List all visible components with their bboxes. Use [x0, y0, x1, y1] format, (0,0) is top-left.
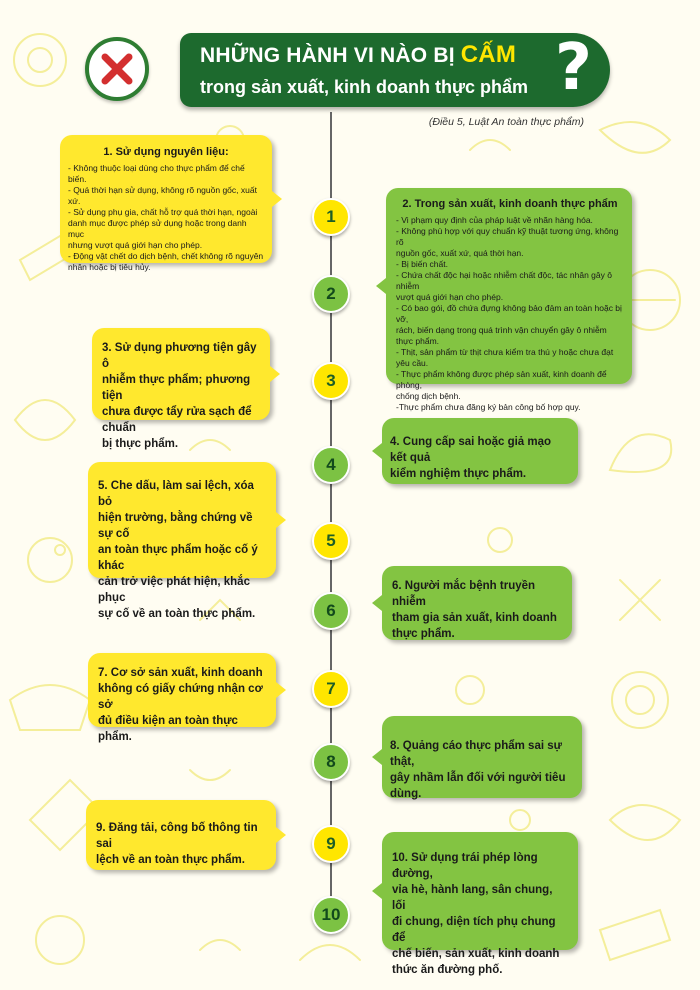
item-card-1: [60, 135, 272, 272]
step-number-9: 9: [312, 825, 350, 863]
step-number-3: 3: [312, 362, 350, 400]
item-card-7: [88, 653, 276, 743]
item-text: gây nhầm lẫn đối với người tiêu dùng.: [390, 772, 566, 800]
item-text: cản trở việc phát hiện, khắc phục: [98, 576, 250, 604]
item-line: nhưng vượt quá giới hạn cho phép.: [68, 240, 203, 250]
item-line: nhân hoặc bị tiêu hủy.: [68, 262, 151, 272]
item-line: - Có bao gói, đồ chứa đựng không bảo đảm an toàn hoặc bị vỡ,: [396, 303, 622, 324]
item-card-4: [382, 418, 578, 484]
page-subtitle: trong sản xuất, kinh doanh thực phẩm: [200, 77, 529, 97]
item-card-8: [382, 716, 582, 798]
item-card-6: [382, 566, 572, 640]
step-number-4: 4: [312, 446, 350, 484]
item-text: kiểm nghiệm thực phẩm.: [390, 468, 527, 480]
item-text: tham gia sản xuất, kinh doanh: [392, 612, 557, 624]
step-number-2: 2: [312, 275, 350, 313]
item-line: - Vi phạm quy định của pháp luật về nhãn hàng hóa.: [396, 215, 593, 225]
item-line: nguồn gốc, xuất xứ, quá thời hạn.: [396, 248, 524, 258]
item-line: -Thực phẩm chưa đăng ký bản công bố hợp quy.: [396, 402, 581, 412]
item-text: vỉa hè, hành lang, sân chung, lối: [392, 884, 553, 912]
item-text: an toàn thực phẩm hoặc cố ý khác: [98, 544, 258, 572]
step-number-7: 7: [312, 670, 350, 708]
item-text: thức ăn đường phố.: [392, 964, 503, 976]
title-highlight: CẤM: [460, 41, 517, 68]
item-line: - Động vật chết do dịch bệnh, chết không rõ nguyên: [68, 251, 264, 261]
item-line: vượt quá giới hạn cho phép.: [396, 292, 504, 302]
item-text: không có giấy chứng nhận cơ sở: [98, 683, 263, 711]
step-number-8: 8: [312, 743, 350, 781]
item-line: danh mục được phép sử dụng hoặc trong danh mục: [68, 218, 247, 239]
item-title: 1. Sử dụng nguyên liệu:: [103, 146, 229, 158]
item-title: 2. Trong sản xuất, kinh doanh thực phẩm: [402, 198, 618, 210]
item-line: - Sử dụng phụ gia, chất hỗ trợ quá thời hạn, ngoài: [68, 207, 258, 217]
item-line: - Thịt, sản phẩm từ thịt chưa kiểm tra thú y hoặc chưa đạt yêu cầu.: [396, 347, 614, 368]
item-text: lệch về an toàn thực phẩm.: [96, 854, 245, 866]
item-card-2: [386, 188, 632, 412]
step-number-10: 10: [312, 896, 350, 934]
item-text: đi chung, diện tích phụ chung để: [392, 916, 556, 944]
item-line: - Không thuộc loại dùng cho thực phẩm để chế biến.: [68, 163, 245, 184]
item-line: - Chứa chất độc hại hoặc nhiễm chất độc, tác nhân gây ô nhiễm: [396, 270, 612, 291]
item-text: chế biến, sản xuất, kinh doanh: [392, 948, 560, 960]
item-text: hiện trường, bằng chứng về sự cố: [98, 512, 253, 540]
item-text: 5. Che dấu, làm sai lệch, xóa bỏ: [98, 480, 254, 508]
source-citation: (Điều 5, Luật An toàn thực phẩm): [428, 116, 584, 128]
item-text: 4. Cung cấp sai hoặc giả mạo kết quả: [390, 436, 552, 464]
item-text: 3. Sử dụng phương tiện gây ô: [102, 342, 257, 370]
item-text: chưa được tẩy rửa sạch để chuẩn: [102, 406, 252, 434]
item-text: 7. Cơ sở sản xuất, kinh doanh: [98, 667, 263, 679]
item-text: 9. Đăng tải, công bố thông tin sai: [96, 822, 258, 850]
item-line: - Thực phẩm không được phép sản xuất, kinh doanh để phòng,: [396, 369, 607, 390]
item-line: - Bị biến chất.: [396, 259, 448, 269]
item-card-10: [382, 832, 578, 976]
title-prefix: NHỮNG HÀNH VI NÀO BỊ: [200, 44, 455, 67]
item-text: thực phẩm.: [392, 628, 455, 640]
item-text: sự cố về an toàn thực phẩm.: [98, 608, 256, 620]
item-card-9: [86, 800, 276, 870]
title-bar: [180, 33, 610, 107]
item-line: chống dịch bệnh.: [396, 391, 461, 401]
item-card-3: [92, 328, 270, 450]
item-line: - Quá thời hạn sử dụng, không rõ nguồn gốc, xuất xứ.: [68, 185, 257, 206]
item-line: rách, biến dạng trong quá trình vận chuyển gây ô nhiễm: [396, 325, 607, 335]
step-number-1: 1: [312, 198, 350, 236]
item-line: thực phẩm.: [396, 336, 440, 346]
step-number-5: 5: [312, 522, 350, 560]
item-text: nhiễm thực phẩm; phương tiện: [102, 374, 251, 402]
page-title: [200, 41, 516, 69]
item-card-5: [88, 462, 276, 620]
question-mark-icon: ?: [554, 31, 592, 105]
step-number-6: 6: [312, 592, 350, 630]
item-text: 10. Sử dụng trái phép lòng đường,: [392, 852, 538, 880]
item-line: - Không phù hợp với quy chuẩn kỹ thuật tương ứng, không rõ: [396, 226, 619, 247]
item-text: 6. Người mắc bệnh truyền nhiễm: [392, 580, 536, 608]
header: [85, 33, 610, 107]
item-text: bị thực phẩm.: [102, 438, 179, 450]
close-x-icon: [98, 50, 136, 88]
forbidden-badge: [85, 37, 149, 101]
item-text: đủ điều kiện an toàn thực phẩm.: [98, 715, 238, 743]
item-text: 8. Quảng cáo thực phẩm sai sự thật,: [390, 740, 562, 768]
